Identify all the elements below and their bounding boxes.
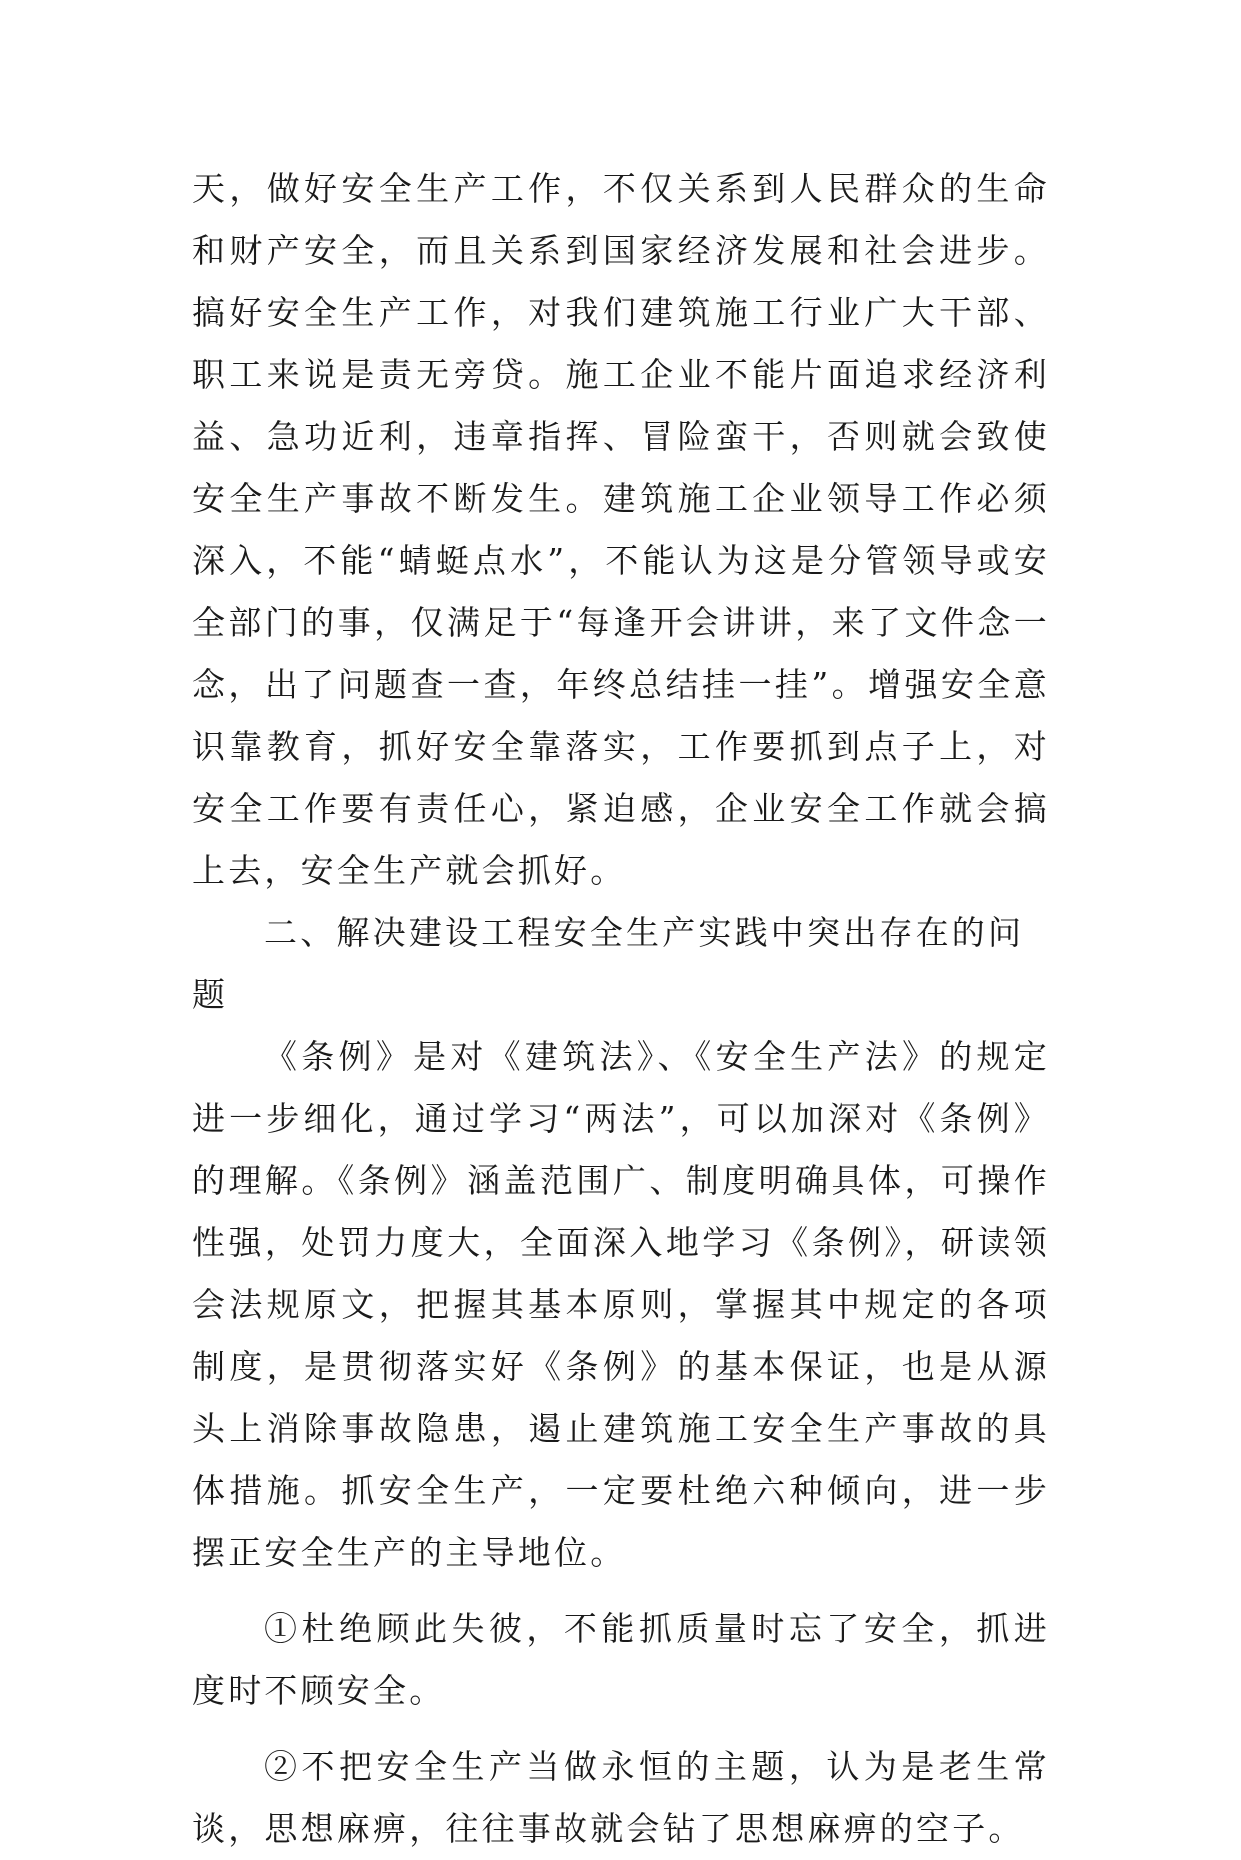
document-page — [192, 158, 1050, 1860]
paragraph-regulations: 《条例》是对《建筑法》、《安全生产法》的规定进一步细化，通过学习“两法”，可以加深对《条例》的理解。《条例》涵盖范围广、制度明确具体，可操作性强，处罚力度大，全面深入地学习《条例》，研读领会法规原文，把握其基本原则，掌握其中规定的各项制度，是贯彻落实好《条例》的基本保证，也是从源头上消除事故隐患，遏止建筑施工安全生产事故的具体措施。抓安全生产，一定要杜绝六种倾向，进一步摆正安全生产的主导地位。 — [192, 1037, 1050, 1572]
section-heading: 二、解决建设工程安全生产实践中突出存在的问题 — [192, 913, 1025, 1014]
list-item-2: ②不把安全生产当做永恒的主题，认为是老生常谈，思想麻痹，往往事故就会钻了思想麻痹的空子。 — [192, 1747, 1050, 1848]
paragraph-safety-responsibility: 天，做好安全生产工作，不仅关系到人民群众的生命和财产安全，而且关系到国家经济发展和社会进步。搞好安全生产工作，对我们建筑施工行业广大干部、职工来说是责无旁贷。施工企业不能片面追求经济利益、急功近利，违章指挥、冒险蛮干，否则就会致使安全生产事故不断发生。建筑施工企业领导工作必须深入，不能“蜻蜓点水”，不能认为这是分管领导或安全部门的事，仅满足于“每逢开会讲讲，来了文件念一念，出了问题查一查，年终总结挂一挂”。增强安全意识靠教育，抓好安全靠落实，工作要抓到点子上，对安全工作要有责任心，紧迫感，企业安全工作就会搞上去，安全生产就会抓好。 — [192, 169, 1050, 890]
list-item-1: ①杜绝顾此失彼，不能抓质量时忘了安全，抓进度时不顾安全。 — [192, 1609, 1050, 1710]
